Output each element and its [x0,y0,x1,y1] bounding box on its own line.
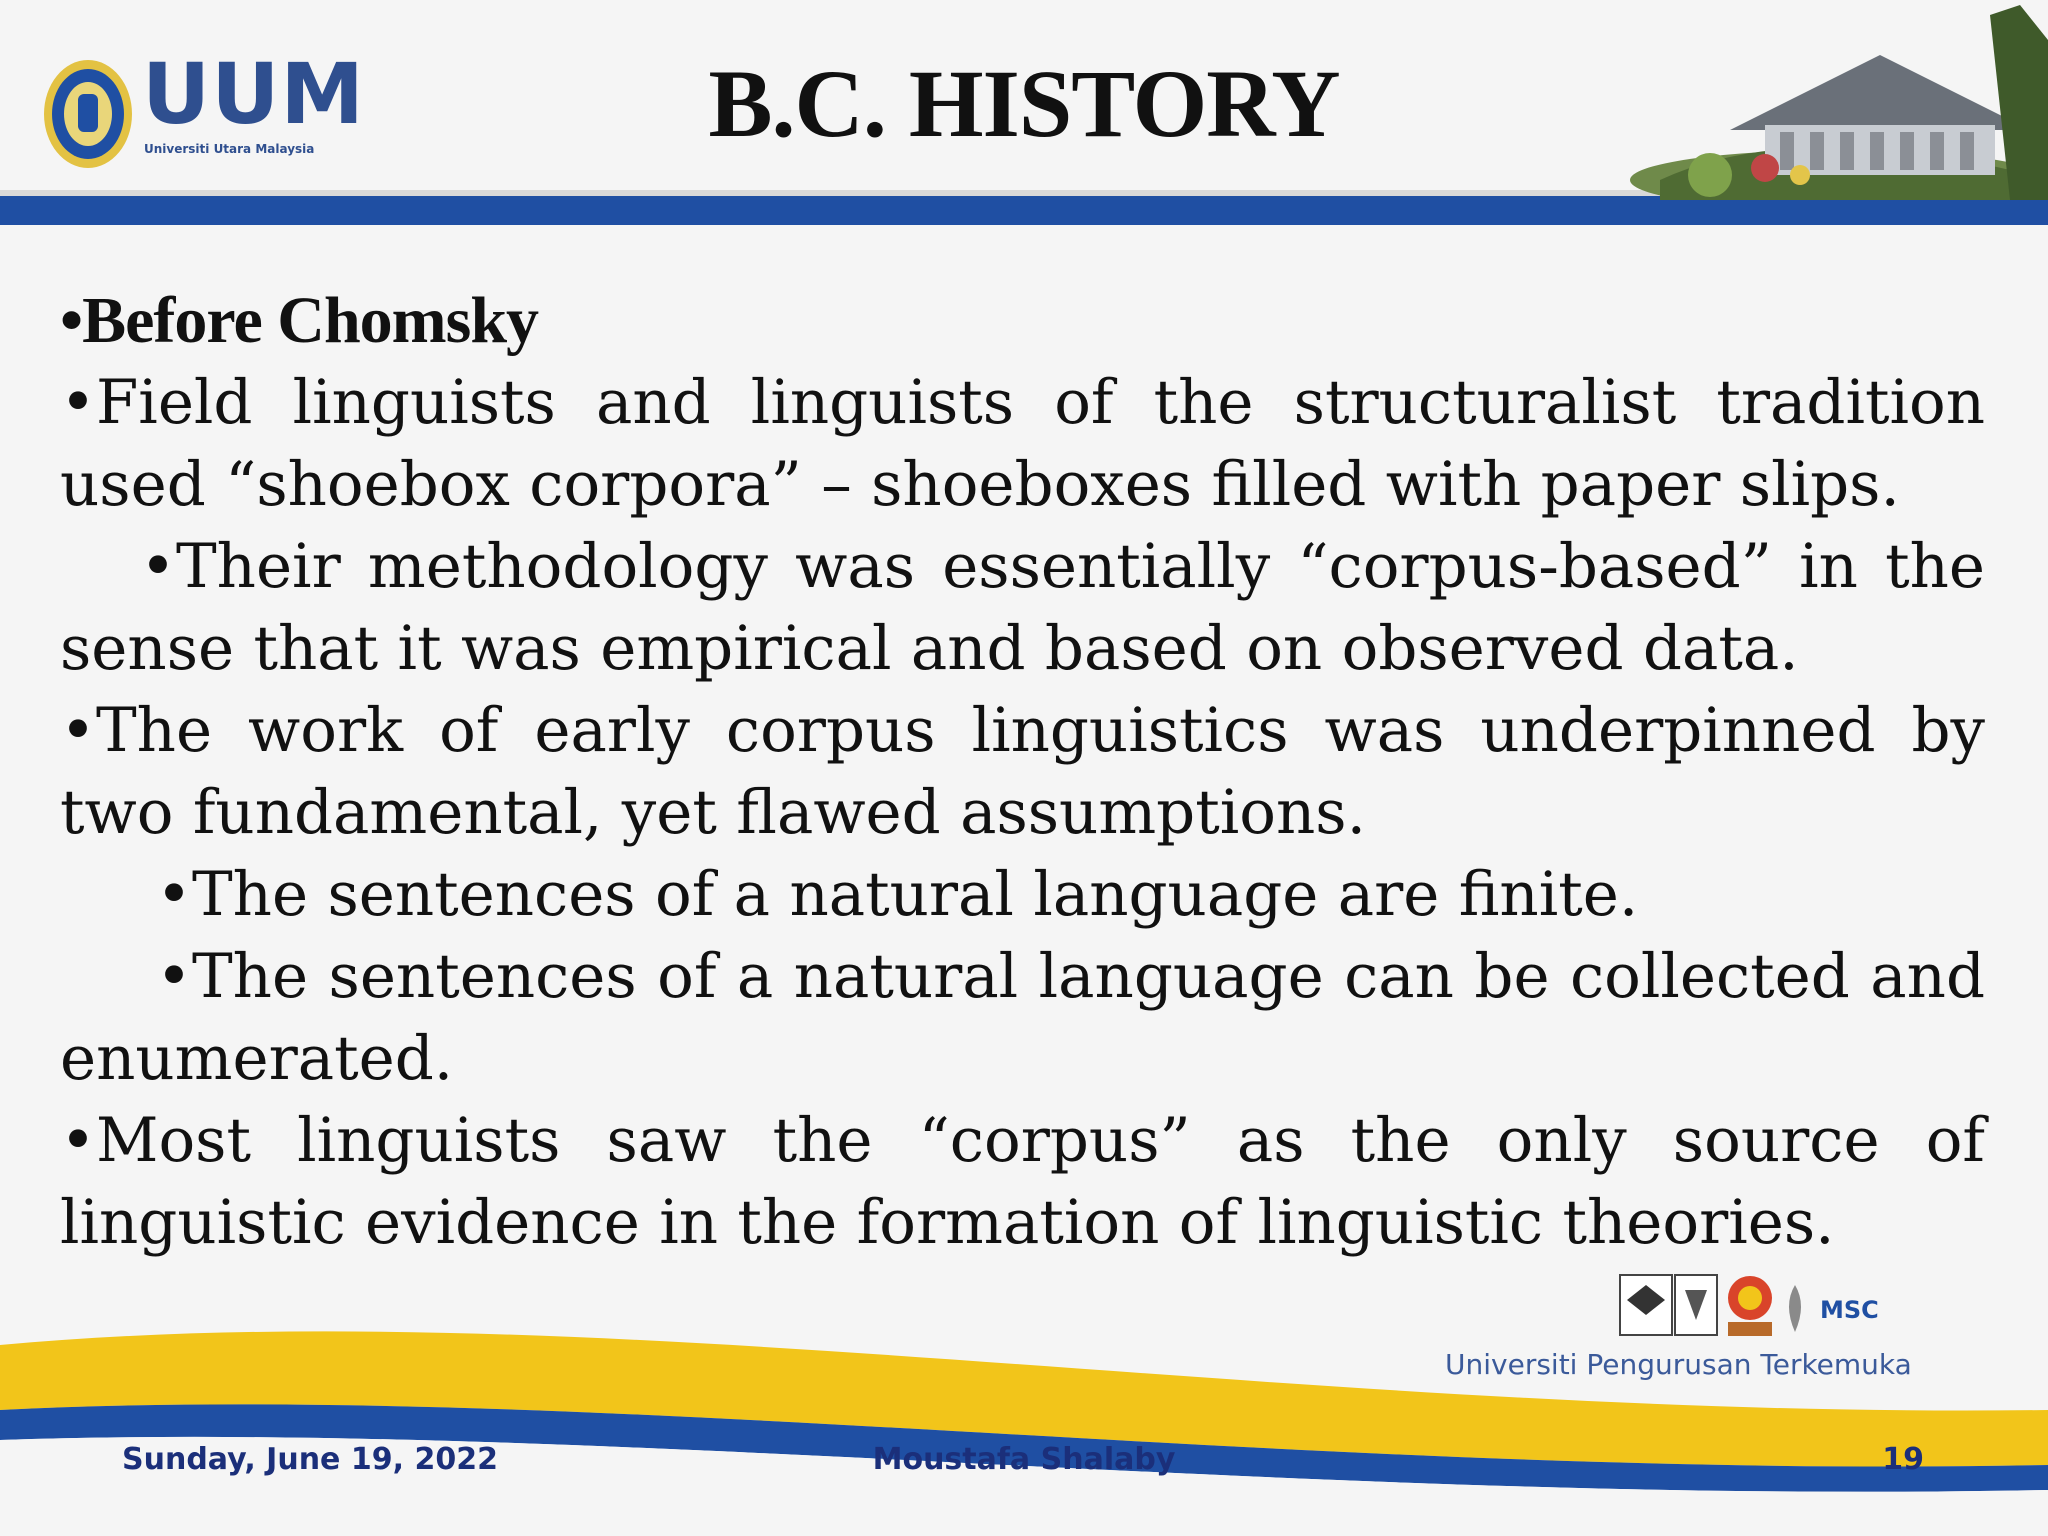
logo-wordmark: UUM [142,45,366,143]
university-tagline: Universiti Pengurusan Terkemuka [1445,1348,1912,1381]
accreditation-badges [1615,1270,1905,1350]
footer-date: Sunday, June 19, 2022 [122,1442,498,1477]
bullet-paragraph: •Most linguists saw the “corpus” as the only source of linguistic evidence in the formation of linguistic theories. [60,1105,1985,1258]
bullet-paragraph: •The work of early corpus linguistics was underpinned by two fundamental, yet flawed assumptions. [60,695,1985,848]
bullet-paragraph: •The sentences of a natural language are finite. [156,859,1639,930]
bullet-paragraph: •Their methodology was essentially “corpus-based” in the sense that it was empirical and based on observed data. [60,531,1985,684]
section-heading: •Before Chomsky [60,284,539,357]
bullet-paragraph: •The sentences of a natural language can be collected and enumerated. [60,941,1985,1094]
logo-subtitle: Universiti Utara Malaysia [144,142,315,156]
page-title: B.C. HISTORY [708,50,1340,157]
page-number: 19 [1882,1442,1924,1477]
footer-author: Moustafa Shalaby [872,1442,1176,1477]
slide-body [60,280,1985,1264]
bullet-paragraph: •Field linguists and linguists of the structuralist tradition used “shoebox corpora” – shoeboxes filled with paper slips. [60,367,1985,520]
msc-badge-label: MSC [1820,1296,1879,1324]
